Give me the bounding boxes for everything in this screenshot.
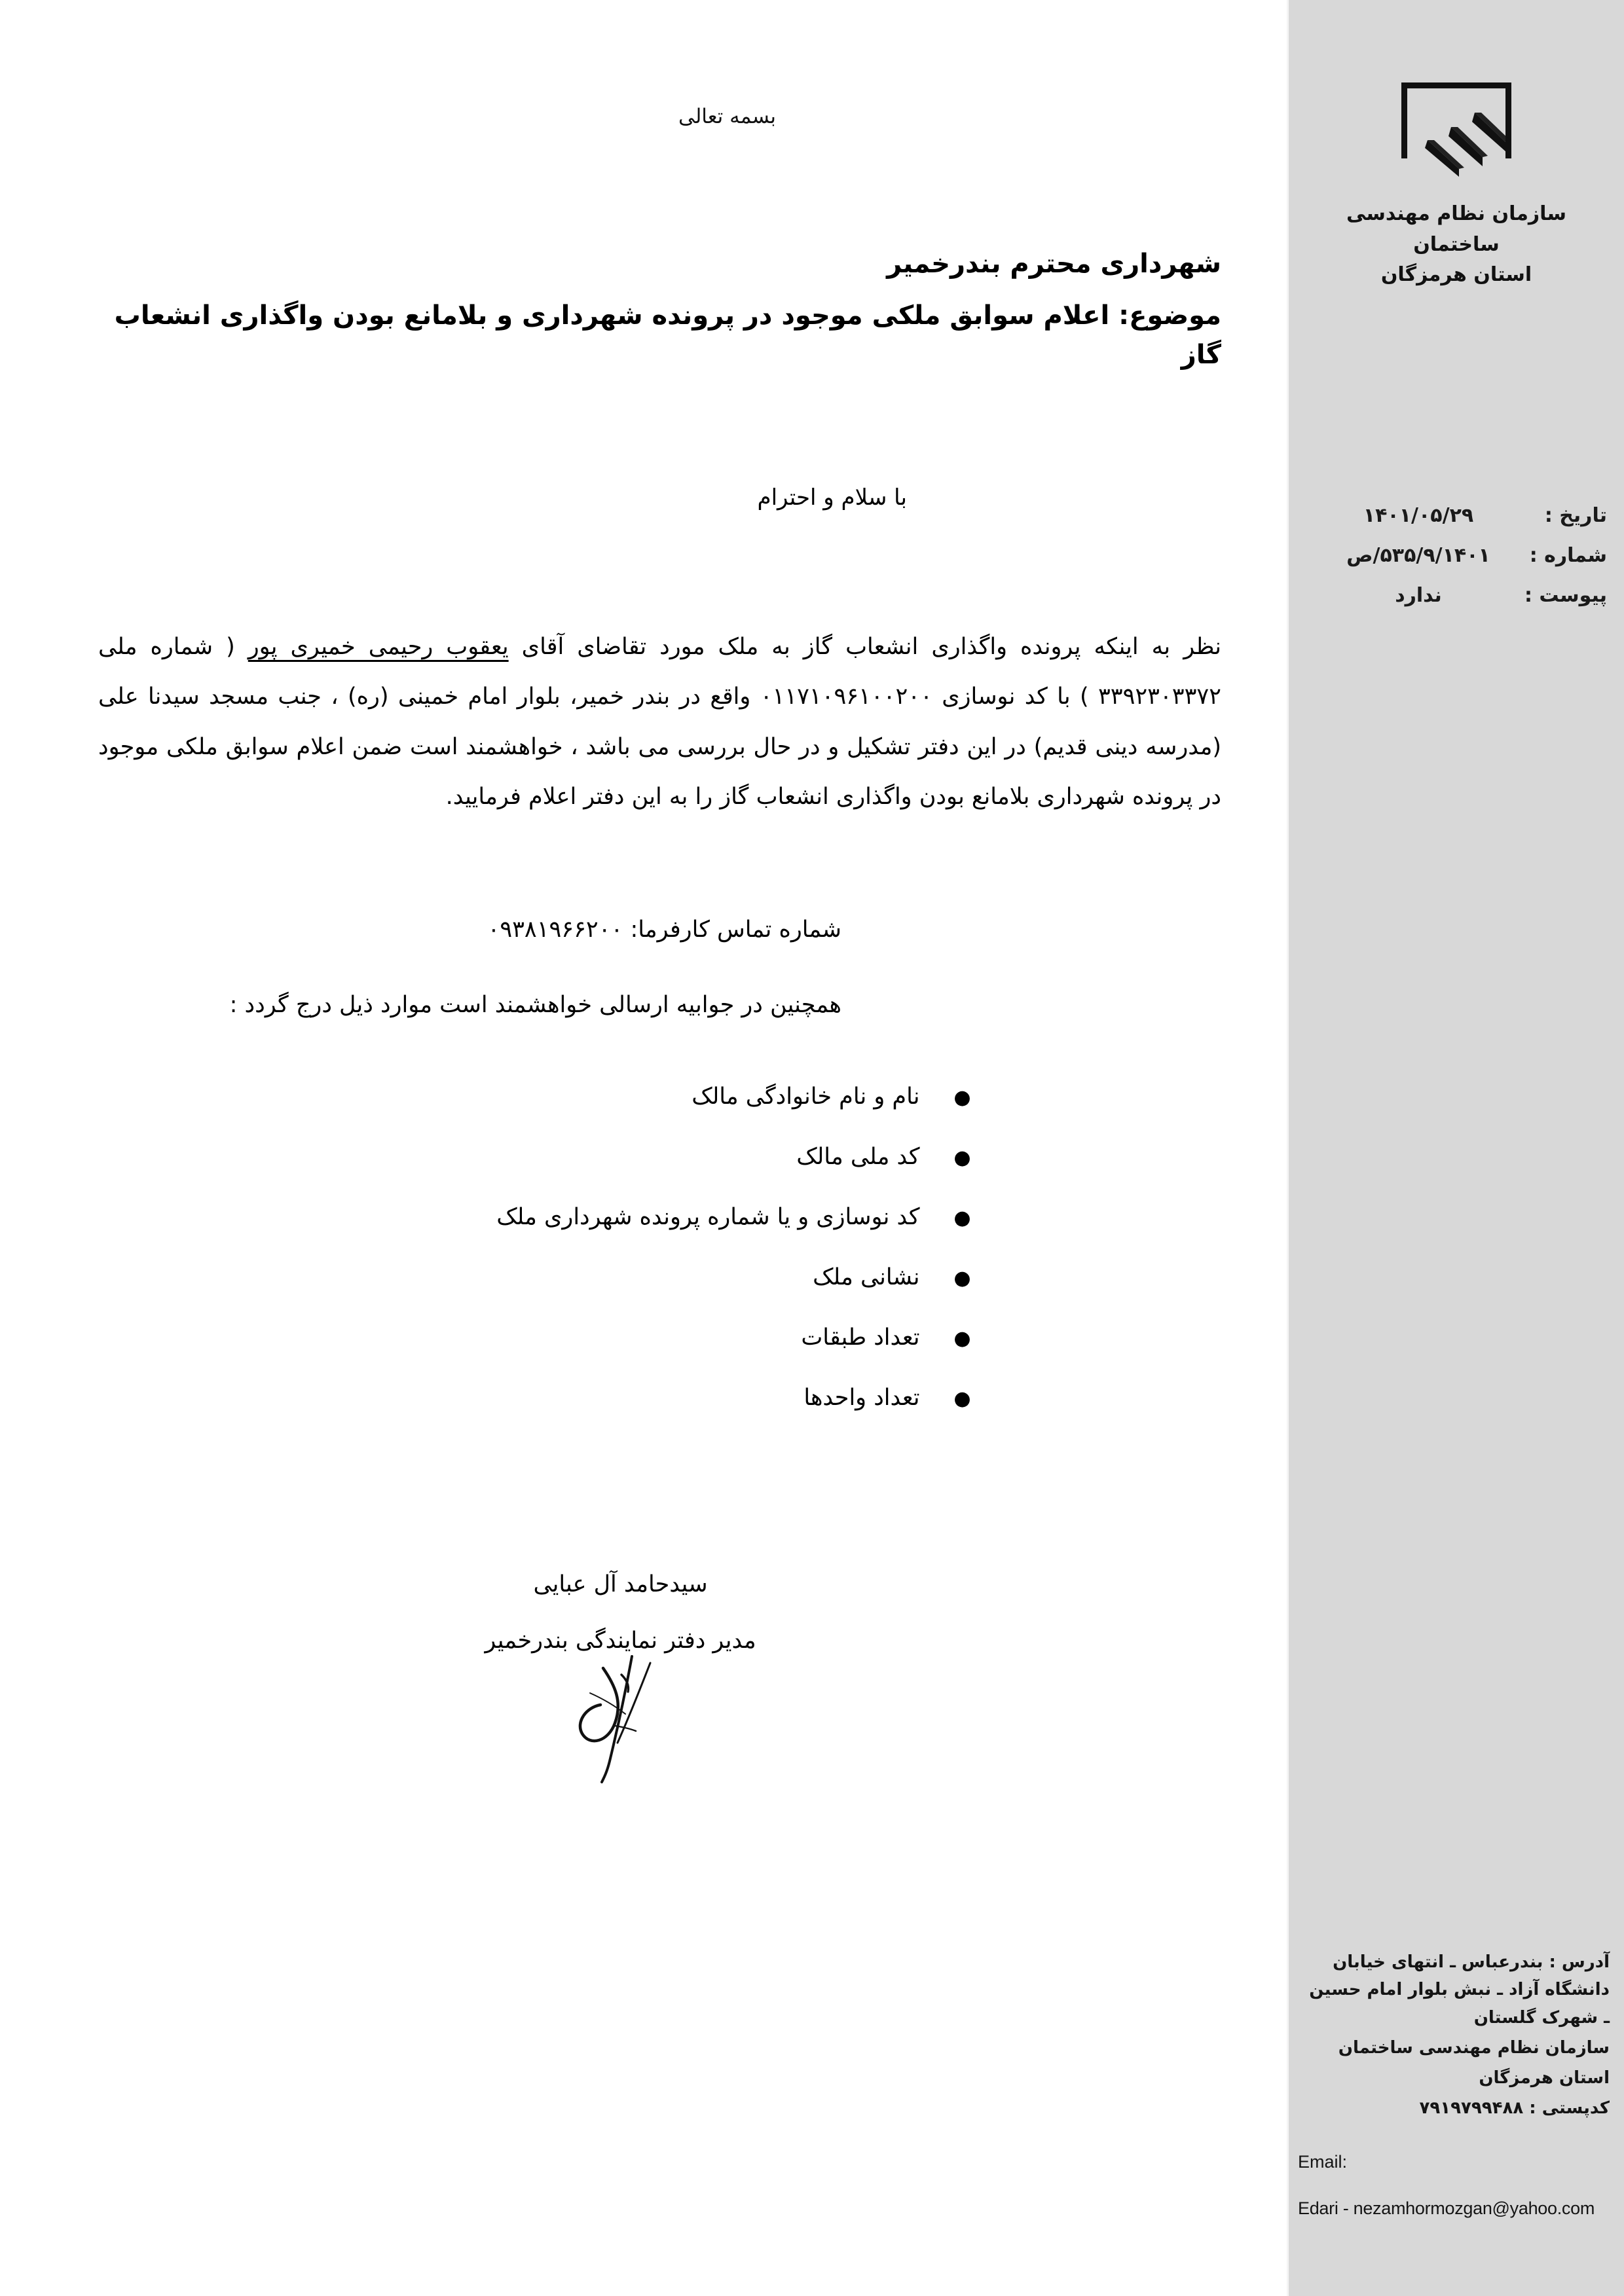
- attachment-label: پیوست :: [1524, 584, 1607, 607]
- list-item: [0, 1324, 1287, 1351]
- addressee-line: شهرداری محترم بندرخمیر: [887, 249, 1221, 279]
- list-item-label: کد نوسازی و یا شماره پرونده شهرداری ملک: [496, 1204, 920, 1230]
- organization-name: [1289, 199, 1624, 291]
- number-label: شماره :: [1529, 544, 1607, 567]
- organization-name-line1: سازمان نظام مهندسی ساختمان: [1346, 202, 1566, 256]
- bullet-dot-icon: ●: [953, 1387, 971, 1410]
- subject-line: موضوع: اعلام سوابق ملکی موجود در پرونده شهرداری و بلامانع بودن واگذاری انشعاب گاز: [114, 301, 1221, 370]
- signature-block: [0, 1571, 1287, 1791]
- body-paragraph: [98, 622, 1221, 822]
- number-value: ۵۳۵/۹/۱۴۰۱/ص: [1346, 544, 1490, 567]
- bullet-dot-icon: ●: [953, 1086, 971, 1109]
- meta-row-attachment: [1299, 584, 1607, 607]
- signatory-name: سیدحامد آل عبایی: [533, 1571, 708, 1597]
- list-item: [0, 1204, 1287, 1230]
- footer-org-line1: سازمان نظام مهندسی ساختمان: [1338, 2037, 1610, 2058]
- date-value: ۱۴۰۱/۰۵/۲۹: [1363, 504, 1474, 527]
- meta-row-date: [1299, 504, 1607, 527]
- basmala-text: بسمه تعالی: [678, 105, 776, 128]
- letter-meta-block: [1289, 504, 1624, 624]
- greeting-line: با سلام و احترام: [757, 484, 907, 511]
- footer-email-value[interactable]: Edari - nezamhormozgan@yahoo.com: [1298, 2198, 1595, 2218]
- date-label: تاریخ :: [1544, 504, 1607, 527]
- building-roof-logo-icon: [1391, 79, 1522, 177]
- bullet-dot-icon: ●: [953, 1146, 971, 1169]
- body-part-two: ( شماره ملی ۳۳۹۲۳۰۳۳۷۲ ) با کد نوسازی ۰۱۱۷۱۰۹۶۱۰۰۲۰۰ واقع در بندر خمیر، بلوار امام خمینی (ره) ، جنب مسجد سیدنا علی (مدرسه دینی قدیم) در این دفتر تشکیل و در حال بررسی می باشد ، خواهشمند است ضمن اعلام سوابق ملکی موجود در پرونده شهرداری بلامانع بودن واگذاری انشعاب گاز را به این دفتر اعلام فرمایید.: [98, 634, 1221, 810]
- requested-items-list: [0, 1084, 1287, 1445]
- bullet-dot-icon: ●: [953, 1207, 971, 1230]
- signatory-title: مدیر دفتر نمایندگی بندرخمیر: [485, 1628, 756, 1654]
- attachment-value: ندارد: [1395, 584, 1442, 607]
- handwritten-signature-icon: [0, 1645, 1261, 1791]
- list-item-label: تعداد طبقات: [801, 1324, 920, 1351]
- employer-phone-line: شماره تماس کارفرما: ۰۹۳۸۱۹۶۶۲۰۰: [487, 917, 841, 943]
- footer-address: آدرس : بندرعباس ـ انتهای خیابان دانشگاه آزاد ـ نبش بلوار امام حسین ـ شهرک گلستان: [1309, 1952, 1610, 2028]
- letterhead-footer: [1289, 1948, 1624, 2219]
- meta-row-number: [1299, 544, 1607, 567]
- letterhead-sidebar: [1289, 0, 1624, 2296]
- bullet-dot-icon: ●: [953, 1327, 971, 1350]
- list-item: [0, 1144, 1287, 1170]
- list-item: [0, 1084, 1287, 1110]
- list-item-label: نام و نام خانوادگی مالک: [692, 1084, 920, 1110]
- list-item-label: نشانی ملک: [813, 1264, 920, 1290]
- list-item: [0, 1385, 1287, 1411]
- bullet-dot-icon: ●: [953, 1267, 971, 1290]
- body-part-one: نظر به اینکه پرونده واگذاری انشعاب گاز به ملک مورد تقاضای آقای: [508, 634, 1221, 660]
- owner-name-underlined: یعقوب رحیمی خمیری پور: [248, 634, 509, 660]
- list-item: [0, 1264, 1287, 1290]
- footer-org-line2: استان هرمزگان: [1479, 2068, 1610, 2088]
- list-item-label: کد ملی مالک: [796, 1144, 920, 1170]
- list-item-label: تعداد واحدها: [803, 1385, 920, 1411]
- followup-request-line: همچنین در جوابیه ارسالی خواهشمند است موارد ذیل درج گردد :: [229, 992, 841, 1018]
- organization-name-line2: استان هرمزگان: [1380, 263, 1532, 286]
- organization-logo-block: [1289, 79, 1624, 291]
- footer-postal-code: کدپستی : ۷۹۱۹۷۹۹۴۸۸: [1419, 2098, 1610, 2118]
- footer-email-label: Email:: [1298, 2152, 1348, 2172]
